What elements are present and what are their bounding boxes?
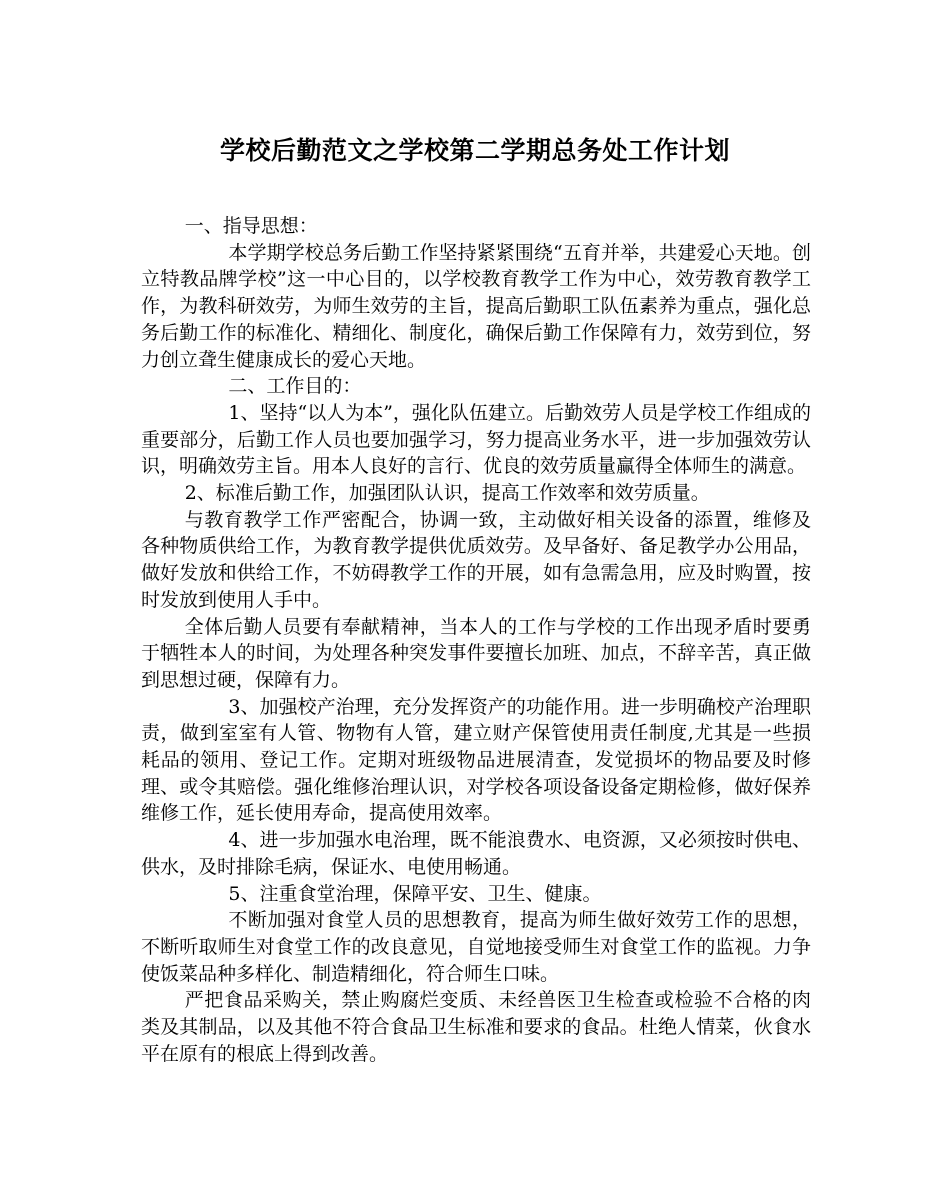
paragraph: 4、进一步加强水电治理，既不能浪费水、电资源，又必须按时供电、供水，及时排除毛病，保证水、电使用畅通。 [141,829,811,878]
paragraph: 二、工作目的： [228,375,362,398]
paragraph: 与教育教学工作严密配合，协调一致，主动做好相关设备的添置，维修及各种物质供给工作，为教育教学提供优质效劳。及早备好、备足教学办公用品，做好发放和供给工作，不妨碍教学工作的开展，如有急需急用，应及时购置，按时发放到使用人手中。 [141,508,811,611]
document-title: 学校后勤范文之学校第二学期总务处工作计划 [219,136,730,165]
paragraph: 严把食品采购关，禁止购腐烂变质、未经兽医卫生检查或检验不合格的肉类及其制品，以及其他不符合食品卫生标准和要求的食品。杜绝人情菜，伙食水平在原有的根底上得到改善。 [141,989,811,1065]
paragraph: 5、注重食堂治理，保障平安、卫生、健康。 [228,882,602,905]
paragraph: 1、坚持“以人为本”，强化队伍建立。后勤效劳人员是学校工作组成的重要部分，后勤工作人员也要加强学习，努力提高业务水平，进一步加强效劳认识，明确效劳主旨。用本人良好的言行、优良的效劳质量赢得全体师生的满意。 [141,401,811,478]
paragraph: 2、标准后勤工作，加强团队认识，提高工作效率和效劳质量。 [184,482,710,505]
paragraph: 3、加强校产治理，充分发挥资产的功能作用。进一步明确校产治理职责，做到室室有人管、物物有人管，建立财产保管使用责任制度,尤其是一些损耗品的领用、登记工作。定期对班级物品进展清查，发觉损坏的物品要及时修理、或令其赔偿。强化维修治理认识，对学校各项设备设备定期检修，做好保养维修工作，延长使用寿命，提高使用效率。 [141,695,811,825]
paragraph: 不断加强对食堂人员的思想教育，提高为师生做好效劳工作的思想，不断听取师生对食堂工作的改良意见，自觉地接受师生对食堂工作的监视。力争使饭菜品种多样化、制造精细化，符合师生口味。 [141,909,811,985]
paragraph: 全体后勤人员要有奉献精神，当本人的工作与学校的工作出现矛盾时要勇于牺牲本人的时间，为处理各种突发事件要擅长加班、加点，不辞辛苦，真正做到思想过硬，保障有力。 [141,615,811,691]
paragraph: 一、指导思想： [184,215,318,237]
paragraph: 本学期学校总务后勤工作坚持紧紧围绕“五育并举，共建爱心天地。创立特教品牌学校”这一中心目的，以学校教育教学工作为中心，效劳教育教学工作，为教科研效劳，为师生效劳的主旨，提高后勤职工队伍素养为重点，强化总务后勤工作的标准化、精细化、制度化，确保后勤工作保障有力，效劳到位，努力创立聋生健康成长的爱心天地。 [141,241,811,371]
document-body [141,213,811,1068]
